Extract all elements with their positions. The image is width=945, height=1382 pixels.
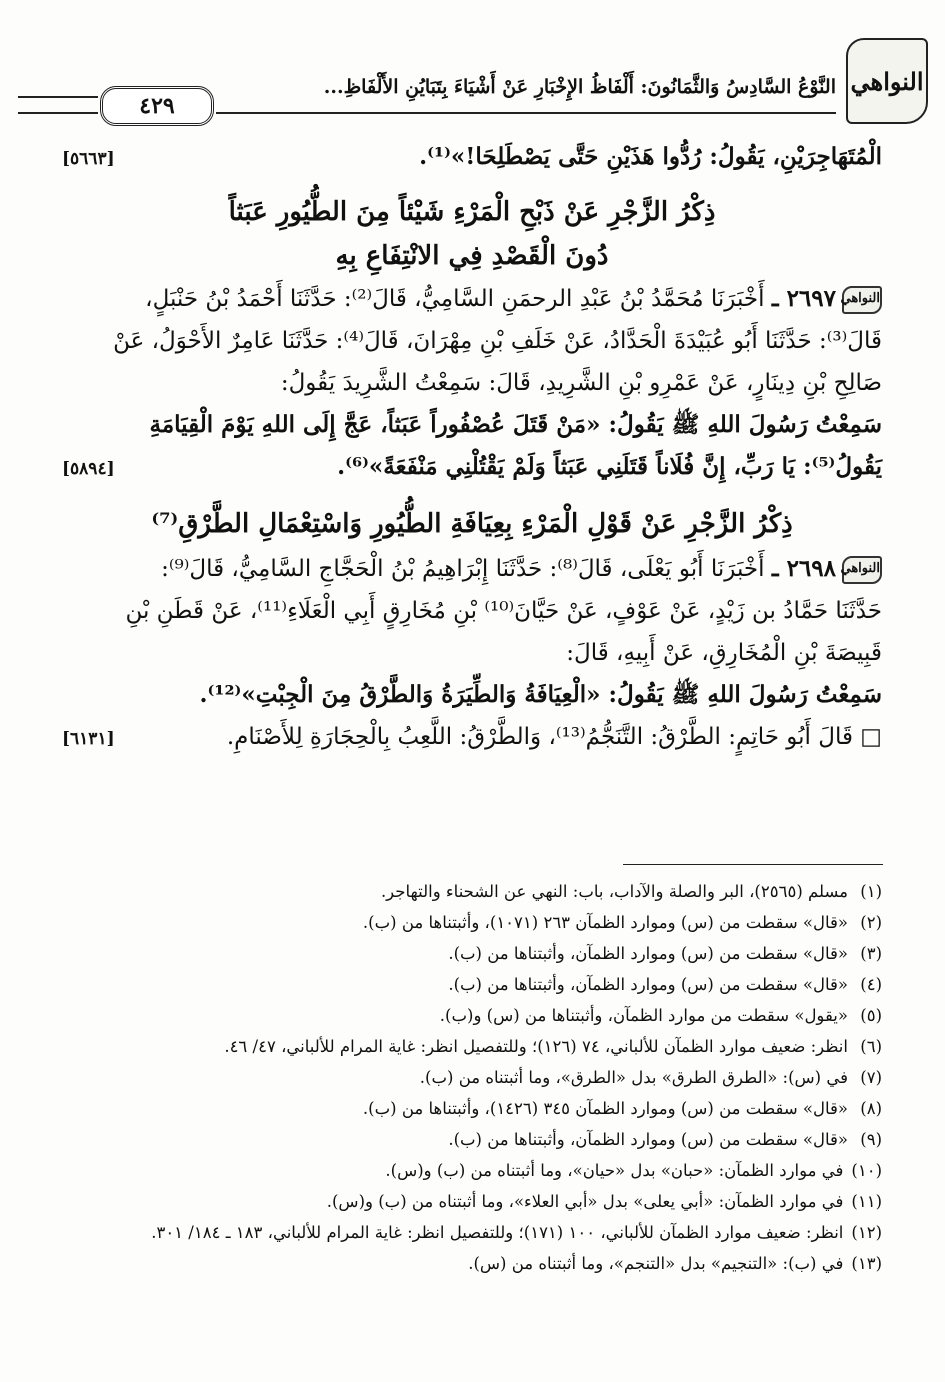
footnote-text: في موارد الظمآن: «أبي يعلى» بدل «أبي العلاء»، وما أثبتناه من (ب) و(س). <box>326 1192 844 1211</box>
section-badge: النواهي <box>846 38 928 124</box>
hadith-number: ٢٦٩٧ ـ <box>771 285 836 312</box>
footnote-number: (٤) <box>860 975 882 994</box>
footnote-number: (٣) <box>860 944 882 963</box>
footnote-number: (٥) <box>860 1006 882 1025</box>
footnote-text: «قال» سقطت من (س) وموارد الظمآن، وأثبتناها من (ب). <box>448 975 848 994</box>
footnote <box>62 1031 882 1062</box>
footnote-text: في (ب): «التنجيم» بدل «التنجم»، وما أثبتناه من (س). <box>468 1254 844 1273</box>
hadith-ref: [٥٨٩٤] <box>62 459 115 479</box>
text-line: قَبِيصَةَ بْنِ الْمُخَارِقِ، عَنْ أَبِيهِ، قَالَ: <box>566 640 882 666</box>
footnote-text: «قال» سقطت من (س) وموارد الظمآن ٣٤٥ (١٤٢٦)، وأثبتناها من (ب). <box>362 1099 848 1118</box>
footnote <box>62 969 882 1000</box>
footnote-divider <box>623 864 883 865</box>
nawahi-icon: النواهي <box>842 556 882 584</box>
footnote-text: انظر: ضعيف موارد الظمآن للألباني، ٧٤ (١٢٦)؛ وللتفصيل انظر: غاية المرام للألباني، ٤٧/ ٤٦. <box>224 1037 848 1056</box>
text-line: صَالِحِ بْنِ دِينَارٍ، عَنْ عَمْرِو بْنِ الشَّرِيدِ، قَالَ: سَمِعْتُ الشَّرِيدَ يَقُولُ: <box>280 370 882 396</box>
header-divider <box>216 112 836 114</box>
footnote-text: مسلم (٢٥٦٥)، البر والصلة والآداب، باب: النهي عن الشحناء والتهاجر. <box>380 882 848 901</box>
footnote <box>62 1093 882 1124</box>
footnote <box>62 876 882 907</box>
hadith-number: ٢٦٩٨ ـ <box>771 555 836 582</box>
footnote <box>62 938 882 969</box>
footnote-number: (١٠) <box>851 1161 882 1180</box>
footnote-number: (١١) <box>851 1192 882 1211</box>
footnote-number: (٨) <box>860 1099 882 1118</box>
footnote-text: انظر: ضعيف موارد الظمآن للألباني، ١٠٠ (١٧١)؛ وللتفصيل انظر: غاية المرام للألباني، ١٨٣ ـ ١٨٤/ ٣٠١. <box>151 1223 844 1242</box>
footnote <box>62 1248 882 1279</box>
chapter-heading: ذِكْرُ الزَّجْرِ عَنْ ذَبْحِ الْمَرْءِ شَيْئاً مِنَ الطُّيُورِ عَبَثاً <box>228 197 716 227</box>
footnote <box>62 1000 882 1031</box>
matn-line: [٥٨٩٤] يَقُولُ⁽⁵⁾: يَا رَبِّ، إِنَّ فُلَاناً قَتَلَنِي عَبَثاً وَلَمْ يَقْتُلْنِي مَنْفَعَةً»⁽⁶⁾. <box>62 446 882 488</box>
footnote <box>62 1124 882 1155</box>
author-note: [٦١٣١] □ قَالَ أَبُو حَاتِمٍ: الطَّرْقُ: التَّنَجُّمُ⁽¹³⁾، وَالطَّرْقُ: اللَّعِبُ بِالْحِجَارَةِ لِلأَصْنَامِ. <box>62 716 882 758</box>
footnote <box>62 907 882 938</box>
footnote-text: في (س): «الطرق الطرق» بدل «الطرق»، وما أثبتناه من (ب). <box>419 1068 848 1087</box>
footnote-text: «قال» سقطت من (س) وموارد الظمآن، وأثبتناها من (ب). <box>448 944 848 963</box>
footnote <box>62 1155 882 1186</box>
hadith-2697-line: النواهي٢٦٩٧ ـ أَخْبَرَنَا مُحَمَّدُ بْنُ عَبْدِ الرحمَنِ السَّامِيُّ، قَالَ⁽²⁾: حَدَّثَنَا أَحْمَدُ بْنُ حَنْبَلٍ، <box>145 285 880 312</box>
running-title: النَّوْعُ السَّادِسُ وَالثَّمَانُونَ: أَلْفَاظُ الإِخْبَارِ عَنْ أَشْيَاءَ بِتَبَايُنِ الأَلْفَاظِ... <box>323 76 836 98</box>
footnote <box>62 1217 882 1248</box>
chapter-heading: ذِكْرُ الزَّجْرِ عَنْ قَوْلِ الْمَرْءِ بِعِيَافَةِ الطُّيُورِ وَاسْتِعْمَالِ الطَّرْقِ⁽⁷⁾ <box>151 509 793 539</box>
footnotes <box>62 876 882 1279</box>
chapter-heading-cont: دُونَ الْقَصْدِ فِي الانْتِفَاعِ بِهِ <box>335 241 609 271</box>
matn-line: سَمِعْتُ رَسُولَ اللهِ ﷺ يَقُولُ: «الْعِيَافَةُ وَالطِّيَرَةُ وَالطَّرْقُ مِنَ الْجِبْتِ»⁽¹²⁾. <box>199 681 882 708</box>
footnote-number: (٧) <box>860 1068 882 1087</box>
footnote-number: (١) <box>860 882 882 901</box>
page-number: ٤٢٩ <box>100 86 214 126</box>
hadith-ref: [٦١٣١] <box>62 729 115 749</box>
footnote-number: (١٢) <box>851 1223 882 1242</box>
page-header <box>18 38 928 120</box>
footnote-text: في موارد الظمآن: «حبان» بدل «حيان»، وما أثبتناه من (ب) و(س). <box>385 1161 844 1180</box>
footnote <box>62 1186 882 1217</box>
footnote <box>62 1062 882 1093</box>
text-line: قَالَ⁽³⁾: حَدَّثَنَا أَبُو عُبَيْدَةَ الْحَدَّادُ، عَنْ خَلَفِ بْنِ مِهْرَانَ، قَالَ⁽⁴⁾: حَدَّثَنَا عَامِرٌ الأَحْوَلُ، عَنْ <box>113 328 882 354</box>
footnote-number: (١٣) <box>851 1254 882 1273</box>
main-text <box>62 136 882 760</box>
footnote-text: «قال» سقطت من (س) وموارد الظمآن، وأثبتناها من (ب). <box>448 1130 848 1149</box>
matn-line: سَمِعْتُ رَسُولَ اللهِ ﷺ يَقُولُ: «مَنْ قَتَلَ عُصْفُوراً عَبَثاً، عَجَّ إِلَى اللهِ يَوْمَ الْقِيَامَةِ <box>149 411 882 438</box>
header-double-rule <box>18 96 98 114</box>
footnote-number: (٦) <box>860 1037 882 1056</box>
text-line: حَدَّثَنَا حَمَّادُ بن زَيْدٍ، عَنْ عَوْفٍ، عَنْ حَيَّانَ⁽¹⁰⁾ بْنِ مُخَارِقٍ أَبِي الْعَلَاءِ⁽¹¹⁾، عَنْ قَطَنِ بْنِ <box>125 598 882 624</box>
footnote-number: (٩) <box>860 1130 882 1149</box>
footnote-text: «قال» سقطت من (س) وموارد الظمآن ٢٦٣ (١٠٧١)، وأثبتناها من (ب). <box>362 913 848 932</box>
text-line: [٥٦٦٣] الْمُتَهَاجِرَيْنِ، يَقُولُ: رُدُّوا هَذَيْنِ حَتَّى يَصْطَلِحَا!»⁽¹⁾. <box>62 136 882 178</box>
footnote-text: «يقول» سقطت من موارد الظمآن، وأثبتناها من (س) و(ب). <box>439 1006 848 1025</box>
nawahi-icon: النواهي <box>842 286 882 314</box>
hadith-ref: [٥٦٦٣] <box>62 149 115 169</box>
hadith-2698-line: النواهي٢٦٩٨ ـ أَخْبَرَنَا أَبُو يَعْلَى، قَالَ⁽⁸⁾: حَدَّثَنَا إِبْرَاهِيمُ بْنُ الْحَجَّاجِ السَّامِيُّ، قَالَ⁽⁹⁾: <box>161 555 880 582</box>
footnote-number: (٢) <box>860 913 882 932</box>
